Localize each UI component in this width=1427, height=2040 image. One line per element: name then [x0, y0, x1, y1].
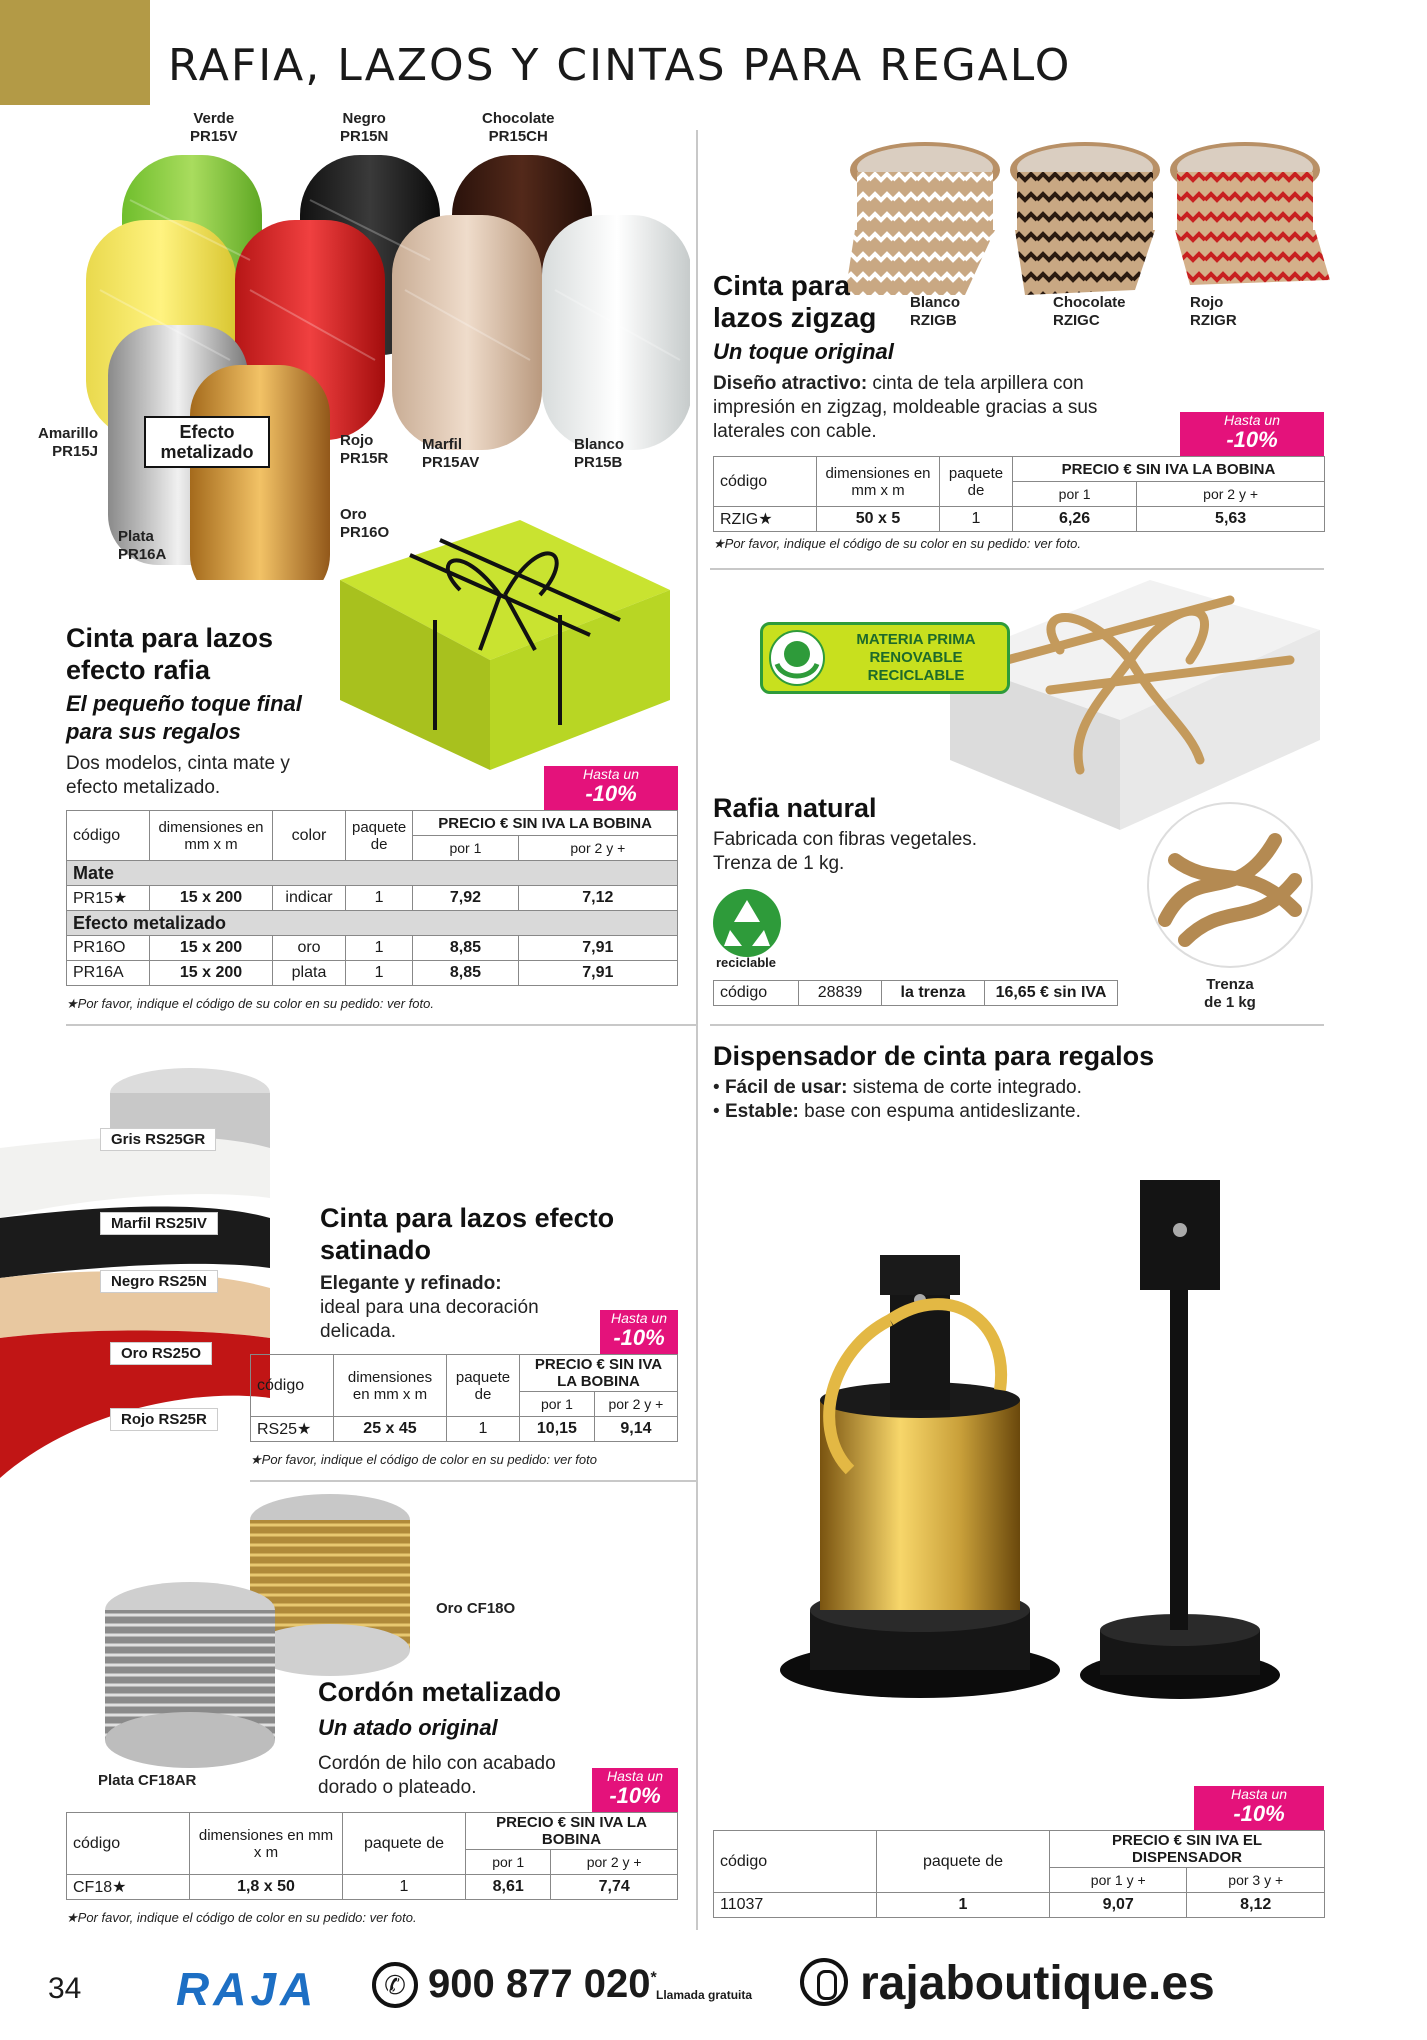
satin-label-rojo: Rojo RS25R	[110, 1408, 218, 1431]
rafia-description: Dos modelos, cinta mate y efecto metalizado.	[66, 753, 290, 798]
table-row: PR16O 15 x 200 oro 1 8,85 7,91	[67, 936, 678, 961]
cordon-description: Cordón de hilo con acabado dorado o plateado.	[318, 1753, 556, 1798]
raja-logo[interactable]: RAJA	[176, 1963, 318, 2015]
swatch-label-blanco: Blanco PR15B	[574, 436, 625, 471]
natural-gift-image	[930, 560, 1330, 840]
table-row: RS25★ 25 x 45 1 10,15 9,14	[251, 1417, 678, 1442]
natural-description: Fabricada con fibras vegetales. Trenza de 1 kg.	[713, 829, 978, 874]
th-por2: por 2 y +	[518, 836, 677, 861]
table-row: 11037 1 9,07 8,12	[714, 1893, 1325, 1918]
divider	[250, 1480, 696, 1482]
cordon-promo-badge: Hasta un -10%	[592, 1768, 678, 1812]
natural-title: Rafia natural	[713, 793, 877, 823]
th-paquete: paquete de	[343, 1813, 466, 1875]
zigzag-title: Cinta para lazos zigzag	[713, 270, 877, 333]
swatch-label-marfil: Marfil PR15AV	[422, 436, 480, 471]
dispenser-bullet-2: • Estable: base con espuma antideslizante.	[713, 1101, 1081, 1122]
swatch-label-rojo: Rojo PR15R	[340, 432, 389, 467]
satin-description: ideal para una decoración delicada.	[320, 1297, 539, 1342]
mouse-icon	[800, 1958, 848, 2006]
natural-price-table	[713, 980, 1118, 1006]
zigzag-description: Diseño atractivo: cinta de tela arpillera con impresión en zigzag, moldeable gracias a sus laterales con cable.	[713, 373, 1098, 442]
green-gift-image	[340, 500, 680, 780]
dispenser-title: Dispensador de cinta para regalos	[713, 1041, 1155, 1071]
th-codigo: código	[67, 1813, 190, 1875]
cordon-label-plata: Plata CF18AR	[98, 1772, 197, 1789]
th-por2: por 2 y +	[594, 1392, 677, 1417]
th-precio: PRECIO € SIN IVA LA BOBINA	[1013, 457, 1325, 482]
recycle-label: reciclable	[716, 955, 776, 970]
table-row: código 28839 la trenza 16,65 € sin IVA	[714, 981, 1118, 1006]
satin-note: ★Por favor, indique el código de color en su pedido: ver foto	[250, 1452, 597, 1467]
page-title: RAFIA, LAZOS Y CINTAS PARA REGALO	[168, 40, 1072, 91]
satin-label-negro: Negro RS25N	[100, 1270, 218, 1293]
swatch-label-negro: Negro PR15N	[340, 110, 389, 145]
materia-prima-text: MATERIA PRIMA RENOVABLE RECICLABLE	[856, 631, 976, 684]
table-row: RZIG★ 50 x 5 1 6,26 5,63	[714, 507, 1325, 532]
th-paquete: paquete de	[346, 811, 413, 861]
dispenser-price-table	[713, 1830, 1325, 1918]
th-paquete: paquete de	[447, 1355, 520, 1417]
cordon-price-table	[66, 1812, 678, 1900]
recycle-icon	[712, 888, 782, 958]
zigzag-spools-image	[845, 130, 1335, 300]
cordon-label-oro: Oro CF18O	[436, 1600, 516, 1617]
phone-number[interactable]: 900 877 020*	[428, 1962, 657, 2006]
swatch-label-verde: Verde PR15V	[190, 110, 238, 145]
zigzag-color-blanco: Blanco RZIGB	[910, 294, 961, 329]
dispenser-image	[770, 1170, 1290, 1700]
swatch-label-plata: Plata PR16A	[118, 528, 167, 563]
rafia-note: ★Por favor, indique el código de su color en su pedido: ver foto.	[66, 996, 434, 1011]
th-codigo: código	[714, 457, 817, 507]
th-por1: por 1 y +	[1050, 1868, 1187, 1893]
th-color: color	[273, 811, 346, 861]
globe-hands-icon	[769, 630, 825, 686]
rafia-promo-badge: Hasta un -10%	[544, 766, 678, 810]
satin-promo-badge: Hasta un -10%	[600, 1310, 678, 1354]
swatch-label-amarillo: Amarillo PR15J	[38, 425, 99, 460]
th-dimensiones: dimensiones en mm x m	[817, 457, 940, 507]
zigzag-subtitle: Un toque original	[713, 339, 894, 364]
th-por2: por 2 y +	[1137, 482, 1325, 507]
satin-price-table	[250, 1354, 678, 1442]
th-dimensiones: dimensiones en mm x m	[334, 1355, 447, 1417]
th-codigo: código	[67, 811, 150, 861]
th-codigo: código	[251, 1355, 334, 1417]
zigzag-promo-badge: Hasta un -10%	[1180, 412, 1324, 456]
materia-prima-badge	[760, 622, 1010, 694]
th-dimensiones: dimensiones en mm x m	[150, 811, 273, 861]
satin-label-gris: Gris RS25GR	[100, 1128, 216, 1151]
rafia-subtitle: El pequeño toque final para sus regalos	[66, 691, 302, 744]
phone-note: Llamada gratuita	[656, 1988, 753, 2002]
satin-label-marfil: Marfil RS25IV	[100, 1212, 218, 1235]
group-mate: Mate	[67, 861, 678, 886]
satin-subtitle: Elegante y refinado:	[320, 1273, 502, 1294]
th-dimensiones: dimensiones en mm x m	[190, 1813, 343, 1875]
th-por2: por 2 y +	[551, 1850, 678, 1875]
trenza-label: Trenza de 1 kg	[1204, 976, 1256, 1011]
satin-title: Cinta para lazos efecto satinado	[320, 1203, 615, 1265]
rafia-price-table	[66, 810, 678, 986]
divider	[696, 130, 698, 1930]
efecto-metalizado-label: Efecto metalizado	[144, 416, 270, 468]
page-number: 34	[48, 1972, 82, 2005]
header-color-tab	[0, 0, 150, 105]
th-paquete: paquete de	[940, 457, 1013, 507]
website-link[interactable]: rajaboutique.es	[860, 1957, 1215, 2010]
th-por3: por 3 y +	[1187, 1868, 1325, 1893]
th-por1: por 1	[466, 1850, 551, 1875]
cordon-subtitle: Un atado original	[318, 1715, 498, 1740]
table-row: PR16A 15 x 200 plata 1 8,85 7,91	[67, 961, 678, 986]
dispenser-bullet-1: • Fácil de usar: sistema de corte integrado.	[713, 1077, 1082, 1098]
swatch-label-chocolate: Chocolate PR15CH	[482, 110, 555, 145]
phone-icon: ✆	[372, 1962, 418, 2008]
trenza-closeup-image	[1145, 800, 1315, 970]
th-precio: PRECIO € SIN IVA LA BOBINA	[520, 1355, 678, 1392]
th-por1: por 1	[413, 836, 518, 861]
zigzag-color-rojo: Rojo RZIGR	[1190, 294, 1237, 329]
cordon-note: ★Por favor, indique el código de color en su pedido: ver foto.	[66, 1910, 417, 1925]
rafia-title: Cinta para lazos efecto rafia	[66, 623, 274, 685]
dispenser-promo-badge: Hasta un -10%	[1194, 1786, 1324, 1830]
zigzag-color-chocolate: Chocolate RZIGC	[1053, 294, 1126, 329]
table-row: CF18★ 1,8 x 50 1 8,61 7,74	[67, 1875, 678, 1900]
table-row: PR15★ 15 x 200 indicar 1 7,92 7,12	[67, 886, 678, 911]
group-metalizado: Efecto metalizado	[67, 911, 678, 936]
th-precio: PRECIO € SIN IVA LA BOBINA	[466, 1813, 678, 1850]
divider	[710, 1024, 1324, 1026]
zigzag-note: ★Por favor, indique el código de su color en su pedido: ver foto.	[713, 536, 1081, 551]
satin-label-oro: Oro RS25O	[110, 1342, 212, 1365]
th-por1: por 1	[1013, 482, 1137, 507]
swatch-label-oro: Oro PR16O	[340, 506, 390, 541]
zigzag-price-table	[713, 456, 1325, 532]
cordon-title: Cordón metalizado	[318, 1677, 562, 1707]
th-precio: PRECIO € SIN IVA EL DISPENSADOR	[1050, 1831, 1325, 1868]
divider	[66, 1024, 696, 1026]
th-por1: por 1	[520, 1392, 595, 1417]
th-codigo: código	[714, 1831, 877, 1893]
th-precio: PRECIO € SIN IVA LA BOBINA	[413, 811, 678, 836]
th-paquete: paquete de	[877, 1831, 1050, 1893]
